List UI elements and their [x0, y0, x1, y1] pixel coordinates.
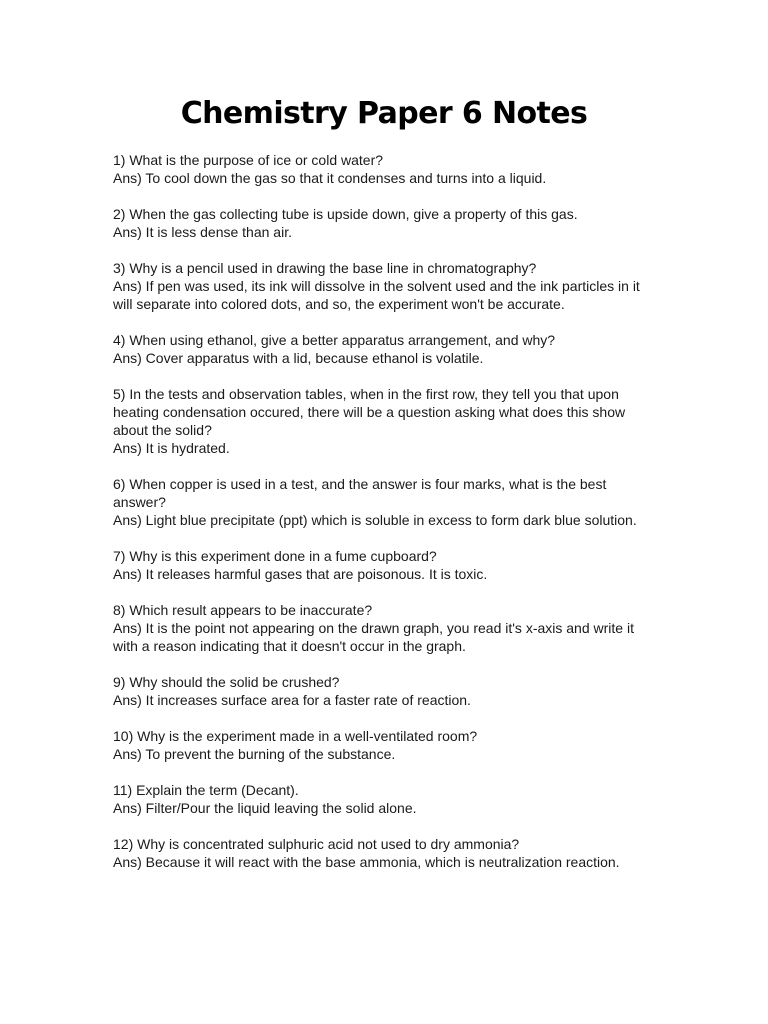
question-11: 11) Explain the term (Decant). [113, 782, 299, 798]
answer-8: Ans) It is the point not appearing on the drawn graph, you read it's x-axis and write it with a reason indicating that it doesn't occur in the graph. [113, 620, 634, 654]
answer-2: Ans) It is less dense than air. [113, 224, 292, 240]
note-item-10 [113, 727, 658, 763]
note-item-3 [113, 259, 658, 313]
question-12: 12) Why is concentrated sulphuric acid not used to dry ammonia? [113, 836, 520, 852]
notes-list [113, 151, 658, 889]
page-title: Chemistry Paper 6 Notes [180, 96, 588, 131]
answer-4: Ans) Cover apparatus with a lid, because ethanol is volatile. [113, 350, 484, 366]
question-8: 8) Which result appears to be inaccurate? [113, 602, 373, 618]
answer-6: Ans) Light blue precipitate (ppt) which is soluble in excess to form dark blue solution. [113, 512, 637, 528]
answer-12: Ans) Because it will react with the base ammonia, which is neutralization reaction. [113, 854, 620, 870]
question-1: 1) What is the purpose of ice or cold water? [113, 152, 384, 168]
note-item-12 [113, 835, 658, 871]
answer-5: Ans) It is hydrated. [113, 440, 230, 456]
note-item-1 [113, 151, 658, 187]
question-5: 5) In the tests and observation tables, when in the first row, they tell you that upon heating condensation occured, there will be a question asking what does this show about the solid? [113, 386, 626, 438]
note-item-8 [113, 601, 658, 655]
answer-11: Ans) Filter/Pour the liquid leaving the solid alone. [113, 800, 417, 816]
answer-1: Ans) To cool down the gas so that it condenses and turns into a liquid. [113, 170, 547, 186]
question-9: 9) Why should the solid be crushed? [113, 674, 340, 690]
question-4: 4) When using ethanol, give a better apparatus arrangement, and why? [113, 332, 556, 348]
question-3: 3) Why is a pencil used in drawing the base line in chromatography? [113, 260, 537, 276]
answer-7: Ans) It releases harmful gases that are poisonous. It is toxic. [113, 566, 488, 582]
note-item-4 [113, 331, 658, 367]
answer-9: Ans) It increases surface area for a faster rate of reaction. [113, 692, 471, 708]
question-2: 2) When the gas collecting tube is upside down, give a property of this gas. [113, 206, 578, 222]
note-item-7 [113, 547, 658, 583]
answer-10: Ans) To prevent the burning of the substance. [113, 746, 396, 762]
note-item-9 [113, 673, 658, 709]
note-item-2 [113, 205, 658, 241]
question-7: 7) Why is this experiment done in a fume cupboard? [113, 548, 437, 564]
note-item-5 [113, 385, 658, 457]
answer-3: Ans) If pen was used, its ink will dissolve in the solvent used and the ink particles in it will separate into colored dots, and so, the experiment won't be accurate. [113, 278, 640, 312]
note-item-6 [113, 475, 658, 529]
question-6: 6) When copper is used in a test, and the answer is four marks, what is the best answer? [113, 476, 607, 510]
note-item-11 [113, 781, 658, 817]
question-10: 10) Why is the experiment made in a well-ventilated room? [113, 728, 478, 744]
